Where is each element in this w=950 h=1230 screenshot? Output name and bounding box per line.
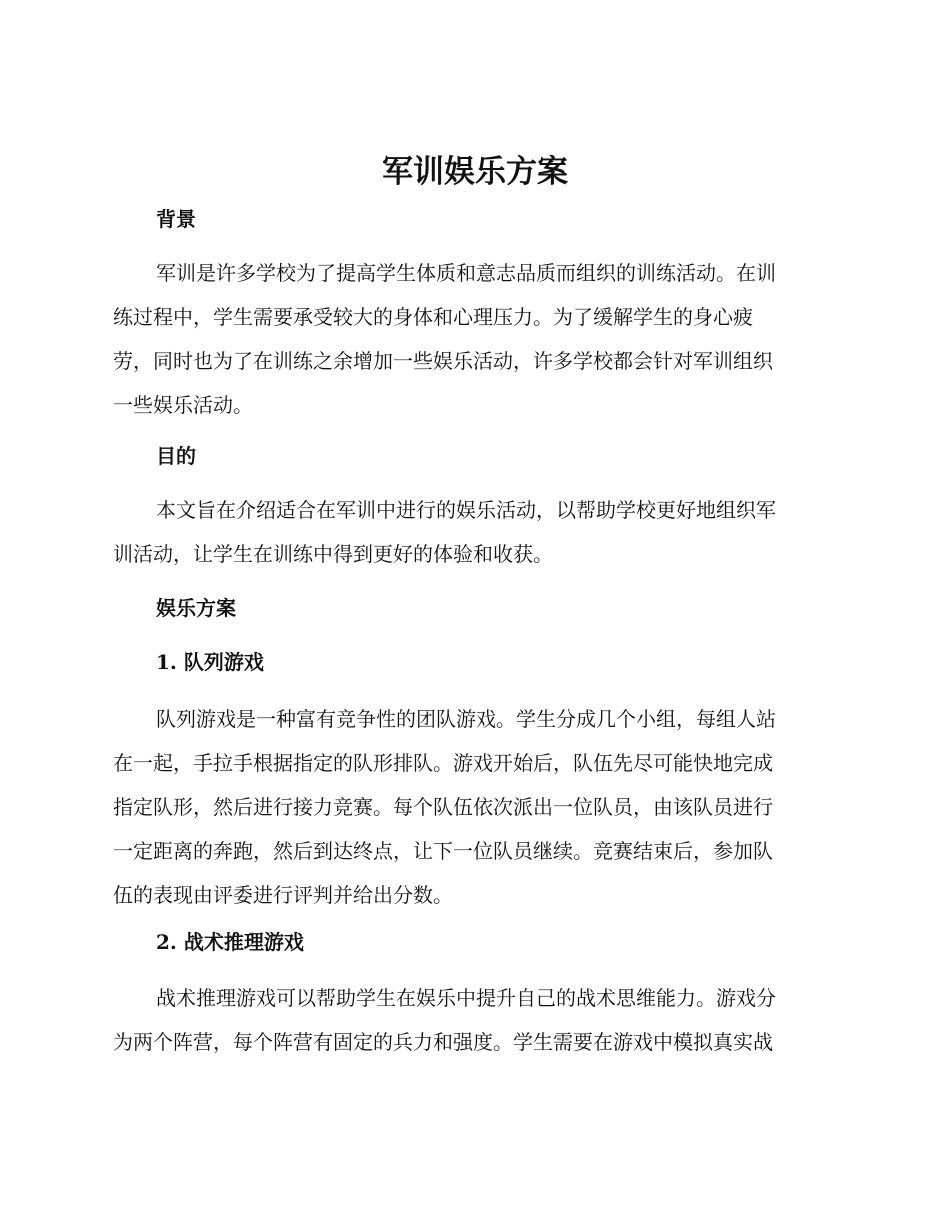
paragraph-line: 军训是许多学校为了提高学生体质和意志品质而组织的训练活动。在训 — [156, 261, 776, 285]
document-title: 军训娱乐方案 — [382, 154, 568, 190]
heading-tactics-game: 2. 战术推理游戏 — [156, 930, 304, 954]
heading-formation-game: 1. 队列游戏 — [156, 650, 264, 674]
paragraph-line: 练过程中，学生需要承受较大的身体和心理压力。为了缓解学生的身心疲 — [113, 305, 753, 329]
paragraph-line: 训活动，让学生在训练中得到更好的体验和收获。 — [113, 542, 553, 566]
paragraph-line: 劳，同时也为了在训练之余增加一些娱乐活动，许多学校都会针对军训组织 — [113, 349, 773, 373]
paragraph-line: 战术推理游戏可以帮助学生在娱乐中提升自己的战术思维能力。游戏分 — [156, 986, 776, 1010]
paragraph-background — [113, 251, 833, 427]
paragraph-tactics-game — [113, 976, 833, 1064]
paragraph-line: 本文旨在介绍适合在军训中进行的娱乐活动，以帮助学校更好地组织军 — [156, 498, 776, 522]
paragraph-line: 指定队形，然后进行接力竞赛。每个队伍依次派出一位队员，由该队员进行 — [113, 795, 773, 819]
paragraph-line: 一定距离的奔跑，然后到达终点，让下一位队员继续。竞赛结束后，参加队 — [113, 839, 773, 863]
heading-background: 背景 — [156, 207, 196, 231]
heading-purpose: 目的 — [156, 444, 196, 468]
heading-plan: 娱乐方案 — [156, 596, 236, 620]
paragraph-line: 伍的表现由评委进行评判并给出分数。 — [113, 883, 453, 907]
paragraph-formation-game — [113, 697, 833, 917]
paragraph-line: 一些娱乐活动。 — [113, 393, 253, 417]
paragraph-line: 在一起，手拉手根据指定的队形排队。游戏开始后，队伍先尽可能快地完成 — [113, 751, 773, 775]
paragraph-line: 队列游戏是一种富有竞争性的团队游戏。学生分成几个小组，每组人站 — [156, 707, 776, 731]
paragraph-purpose — [113, 488, 833, 576]
paragraph-line: 为两个阵营，每个阵营有固定的兵力和强度。学生需要在游戏中模拟真实战 — [113, 1030, 773, 1054]
